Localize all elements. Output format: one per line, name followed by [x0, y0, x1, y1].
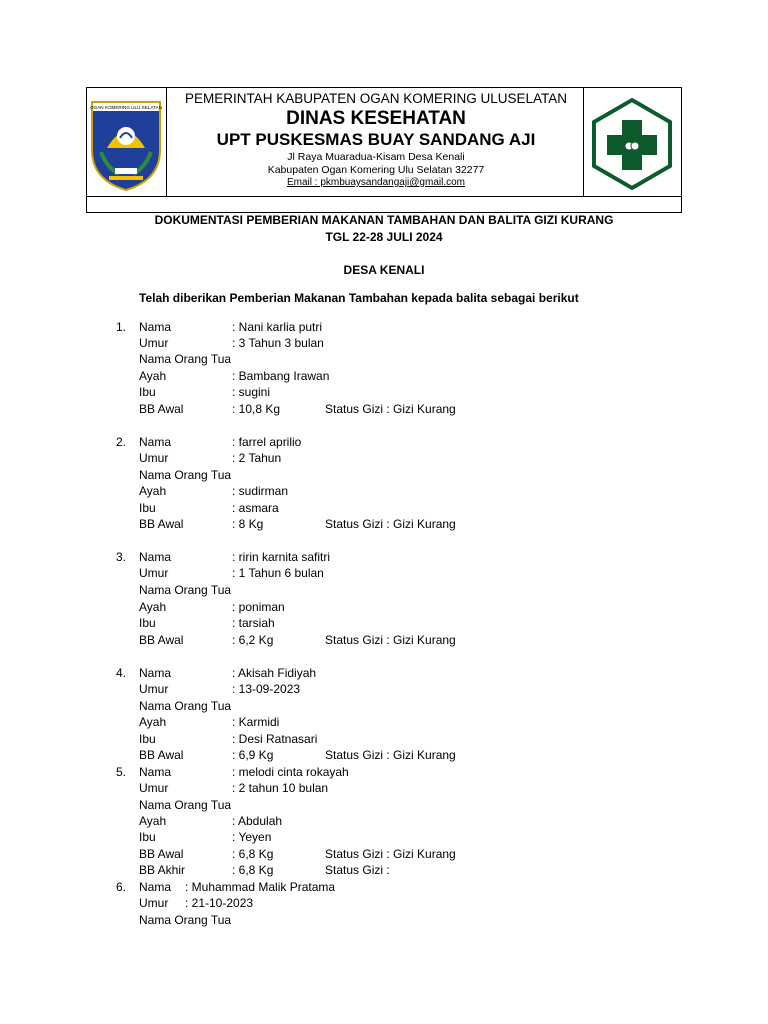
unit-name: UPT PUSKESMAS BUAY SANDANG AJI [216, 130, 536, 149]
child-name: : Akisah Fidiyah [232, 666, 317, 680]
age-label: Umur [139, 566, 169, 580]
age-label: Umur [139, 682, 169, 696]
email-line [167, 177, 585, 188]
entry-number: 3. [116, 550, 127, 564]
regency-emblem-icon [87, 88, 165, 194]
initial-weight-label: BB Awal [139, 847, 184, 861]
parents-label: Nama Orang Tua [139, 468, 232, 482]
mother-label: Ibu [139, 830, 156, 844]
address-line-1: Jl Raya Muaradua-Kisam Desa Kenali [287, 151, 465, 163]
letterhead-divider [87, 196, 681, 197]
initial-weight-label: BB Awal [139, 633, 184, 647]
father-label: Ayah [139, 715, 167, 729]
entry-number: 6. [116, 880, 127, 894]
entry-number: 4. [116, 666, 127, 680]
age-label: Umur [139, 451, 169, 465]
father-label: Ayah [139, 484, 167, 498]
mother-name: : tarsiah [232, 616, 275, 630]
child-name: : ririn karnita safitri [232, 550, 331, 564]
child-name: : melodi cinta rokayah [232, 765, 349, 779]
name-label: Nama [139, 320, 172, 334]
mother-name: : Desi Ratnasari [232, 732, 318, 746]
father-label: Ayah [139, 369, 167, 383]
father-name: : sudirman [232, 484, 289, 498]
father-name: : Bambang Irawan [232, 369, 330, 383]
name-label: Nama [139, 765, 172, 779]
intro-text: Telah diberikan Pemberian Makanan Tambahan kepada balita sebagai berikut [139, 291, 579, 305]
nutrition-status: Status Gizi : Gizi Kurang [325, 633, 456, 647]
address-line-2: Kabupaten Ogan Komering Ulu Selatan 32277 [267, 164, 485, 176]
child-name: : Nani karlia putri [232, 320, 323, 334]
name-label: Nama [139, 550, 172, 564]
email-link[interactable]: Email : pkmbuaysandangaji@gmail.com [286, 177, 465, 188]
age-label: Umur [139, 336, 169, 350]
initial-weight-label: BB Awal [139, 402, 184, 416]
parents-label: Nama Orang Tua [139, 913, 232, 927]
entry-number: 2. [116, 435, 127, 449]
mother-label: Ibu [139, 385, 156, 399]
age-label: Umur [139, 896, 169, 910]
father-name: : Karmidi [232, 715, 280, 729]
name-label: Nama [139, 435, 172, 449]
father-name: : Abdulah [232, 814, 283, 828]
document-title: DOKUMENTASI PEMBERIAN MAKANAN TAMBAHAN DAN BALITA GIZI KURANG [154, 213, 614, 227]
mother-name: : sugini [232, 385, 271, 399]
svg-text:OGAN KOMERING ULU SELATAN: OGAN KOMERING ULU SELATAN [90, 105, 162, 110]
child-age: : 21-10-2023 [185, 896, 254, 910]
nutrition-status: Status Gizi : Gizi Kurang [325, 847, 456, 861]
child-age: : 13-09-2023 [232, 682, 301, 696]
regency-logo-cell [87, 88, 167, 196]
final-nutrition-status: Status Gizi : [325, 863, 390, 877]
village-heading: DESA KENALI [343, 263, 425, 277]
entry-number: 5. [116, 765, 127, 779]
nutrition-status: Status Gizi : Gizi Kurang [325, 748, 456, 762]
mother-label: Ibu [139, 501, 156, 515]
child-name: : farrel aprilio [232, 435, 302, 449]
father-name: : poniman [232, 600, 285, 614]
mother-name: : Yeyen [232, 830, 272, 844]
letterhead [86, 87, 682, 213]
entry-number: 1. [116, 320, 127, 334]
initial-weight-label: BB Awal [139, 748, 184, 762]
name-label: Nama [139, 880, 172, 894]
age-label: Umur [139, 781, 169, 795]
child-name: : Muhammad Malik Pratama [185, 880, 336, 894]
mother-label: Ibu [139, 616, 156, 630]
initial-weight: : 6,2 Kg [232, 633, 274, 647]
child-age: : 2 tahun 10 bulan [232, 781, 329, 795]
father-label: Ayah [139, 814, 167, 828]
child-age: : 2 Tahun [232, 451, 282, 465]
parents-label: Nama Orang Tua [139, 583, 232, 597]
parents-label: Nama Orang Tua [139, 352, 232, 366]
office-name: DINAS KESEHATAN [286, 108, 466, 129]
initial-weight-label: BB Awal [139, 517, 184, 531]
initial-weight: : 6,9 Kg [232, 748, 274, 762]
child-age: : 3 Tahun 3 bulan [232, 336, 324, 350]
initial-weight: : 10,8 Kg [232, 402, 281, 416]
letterhead-text [167, 88, 585, 196]
document-date: TGL 22-28 JULI 2024 [325, 230, 443, 244]
name-label: Nama [139, 666, 172, 680]
initial-weight: : 6,8 Kg [232, 847, 274, 861]
mother-label: Ibu [139, 732, 156, 746]
mother-name: : asmara [232, 501, 279, 515]
father-label: Ayah [139, 600, 167, 614]
initial-weight: : 8 Kg [232, 517, 264, 531]
puskesmas-logo-cell [583, 88, 681, 196]
child-age: : 1 Tahun 6 bulan [232, 566, 324, 580]
final-weight-label: BB Akhir [139, 863, 186, 877]
puskesmas-logo-icon [584, 88, 680, 194]
final-weight: : 6,8 Kg [232, 863, 274, 877]
parents-label: Nama Orang Tua [139, 699, 232, 713]
nutrition-status: Status Gizi : Gizi Kurang [325, 402, 456, 416]
government-name: PEMERINTAH KABUPATEN OGAN KOMERING ULUSELATAN [184, 91, 568, 106]
parents-label: Nama Orang Tua [139, 798, 232, 812]
nutrition-status: Status Gizi : Gizi Kurang [325, 517, 456, 531]
